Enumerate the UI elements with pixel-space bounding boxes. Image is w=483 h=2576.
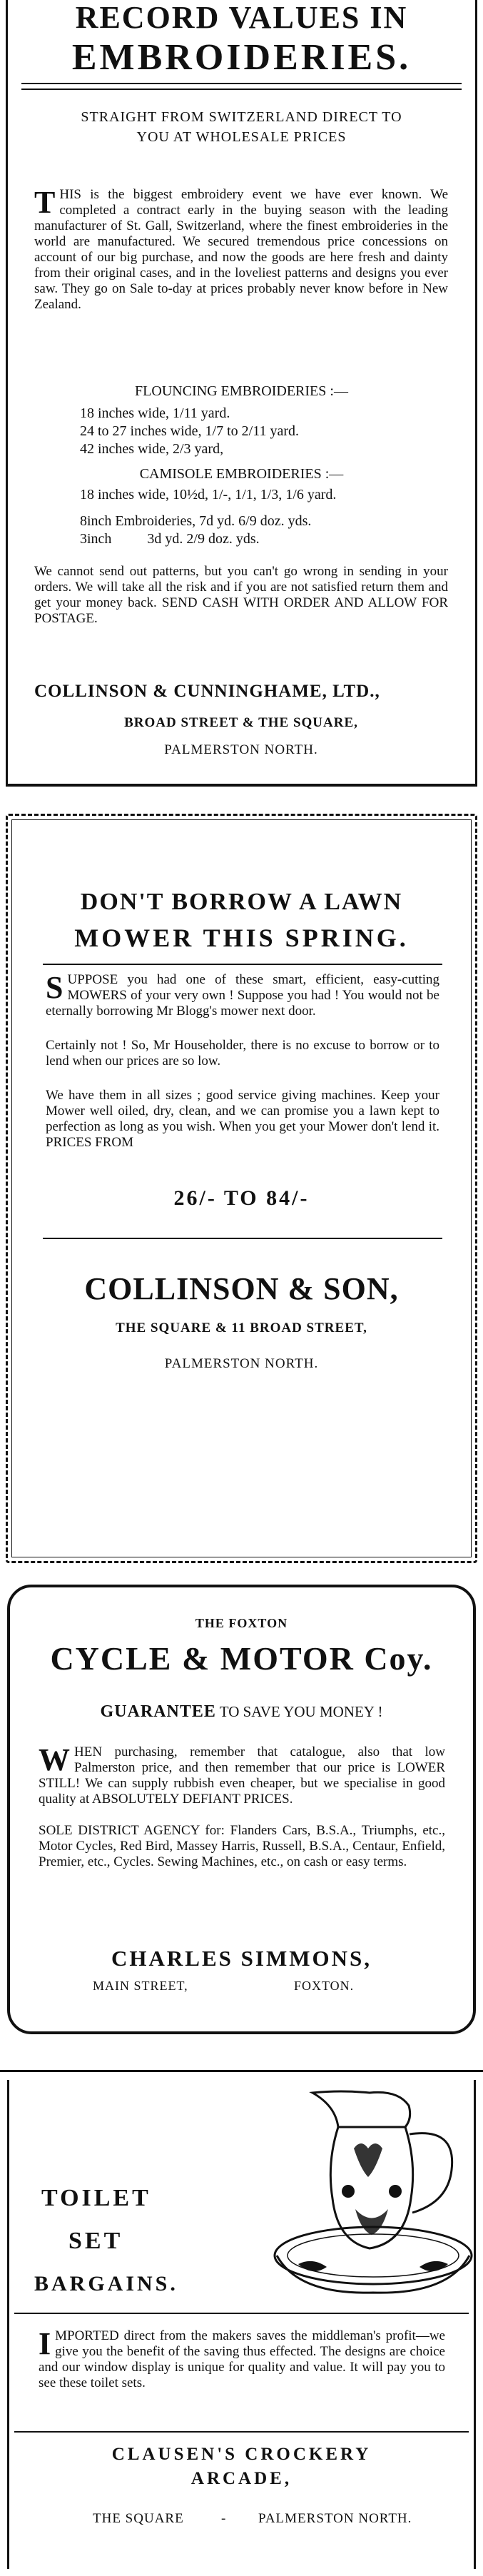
ad-toilet-sets <box>0 2070 483 2576</box>
ad4-divider-top <box>14 2313 469 2314</box>
paragraph-text: MPORTED direct from the makers saves the middleman's profit—we give you the benefit of the saving thus effected. The designs are choice and our window display is unique for quality and value. It will pay you to see these toilet sets. <box>39 2328 445 2390</box>
ad4-addr-dash: - <box>221 2511 227 2526</box>
ad-foxton-cycle <box>0 1585 483 2049</box>
ad4-title3: BARGAINS. <box>34 2272 178 2295</box>
flouncing-item: 24 to 27 inches wide, 1/7 to 2/11 yard. <box>80 423 299 439</box>
paragraph-text: UPPOSE you had one of these smart, efficient, easy-cutting MOWERS of your very own ! Suppose you had ! You would not be eternally borrowing Mr Blogg's mower next door. <box>46 972 439 1019</box>
paragraph-text: HEN purchasing, remember that catalogue, also that low Palmerston price, and then remember that our price is LOWER STILL! We can supply rubbish even cheaper, but we specialise in good quality at ABSOLUTELY DEFIANT PRICES. <box>39 1744 445 1807</box>
camisole-heading: CAMISOLE EMBROIDERIES :— <box>139 466 344 482</box>
flouncing-heading: FLOUNCING EMBROIDERIES :— <box>135 383 348 399</box>
ad3-kicker: THE FOXTON <box>195 1616 288 1630</box>
ad1-title-line2: EMBROIDERIES. <box>71 37 412 78</box>
ad4-firm2: ARCADE, <box>190 2469 293 2488</box>
ad3-title: CYCLE & MOTOR Coy. <box>50 1640 433 1677</box>
ad2-address2: PALMERSTON NORTH. <box>164 1356 319 1371</box>
ad2-para2: Certainly not ! So, Mr Householder, there is no excuse to borrow or to lend when our prices are so low. <box>46 1038 439 1069</box>
ad2-address1: THE SQUARE & 11 BROAD STREET, <box>116 1320 367 1335</box>
ad3-para2: SOLE DISTRICT AGENCY for: Flanders Cars, B.S.A., Triumphs, etc., Motor Cycles, Red Bird, Massey Harris, Russell, B.S.A., Centaur, Enfield, Premier, etc., Cycles. Sewing Machines, etc., on cash or easy terms. <box>39 1823 445 1869</box>
ad2-divider <box>43 1238 442 1239</box>
ad2-title-line2: MOWER THIS SPRING. <box>74 924 409 952</box>
flouncing-item: 18 inches wide, 1/11 yard. <box>80 405 230 421</box>
ad-lawn-mower <box>0 814 483 1567</box>
title-rule <box>21 83 462 90</box>
dropcap: W <box>39 1742 70 1777</box>
flouncing-item: 42 inches wide, 2/3 yard, <box>80 441 224 457</box>
ad4-divider-bottom <box>14 2431 469 2433</box>
dropcap: S <box>46 970 63 1005</box>
ad3-para1 <box>39 1744 445 1807</box>
ad4-title1: TOILET <box>41 2185 151 2211</box>
ad1-firm: COLLINSON & CUNNINGHAME, LTD., <box>34 682 380 701</box>
ad3-street: MAIN STREET, <box>93 1979 188 1993</box>
ad1-title-line1: RECORD VALUES IN <box>75 0 408 35</box>
ad3-firm: CHARLES SIMMONS, <box>111 1946 372 1971</box>
ad4-paragraph <box>39 2328 445 2391</box>
ad4-title2: SET <box>68 2228 123 2254</box>
dropcap: I <box>39 2326 51 2361</box>
ad1-address2: PALMERSTON NORTH. <box>164 742 318 757</box>
guarantee-rest: TO SAVE YOU MONEY ! <box>219 1703 383 1720</box>
ad1-sub-line1: STRAIGHT FROM SWITZERLAND DIRECT TO <box>81 109 402 125</box>
ad3-guarantee <box>0 1702 483 1722</box>
ad2-para3: We have them in all sizes ; good service giving machines. Keep your Mower well oiled, dry, clean, and we can promise you a lawn kept to perfection as long as you wish. When you get your Mower don't lend it. PRICES FROM <box>46 1088 439 1150</box>
ad2-title-rule <box>43 964 442 965</box>
dropcap: T <box>34 185 56 220</box>
camisole-line: 18 inches wide, 10½d, 1/-, 1/1, 1/3, 1/6 yard. <box>80 487 337 502</box>
ad4-top-border <box>0 2070 483 2072</box>
pitcher-and-basin-illustration <box>270 2077 477 2298</box>
ad2-para1 <box>46 972 439 1019</box>
ad4-addr-right: PALMERSTON NORTH. <box>258 2511 412 2526</box>
ad2-price: 26/- TO 84/- <box>173 1186 310 1210</box>
ad1-address1: BROAD STREET & THE SQUARE, <box>124 715 358 730</box>
small-item: 3inch 3d yd. 2/9 doz. yds. <box>80 531 260 547</box>
ad1-intro-paragraph <box>34 187 448 313</box>
ad4-border-left <box>7 2080 9 2569</box>
paragraph-text: HIS is the biggest embroidery event we have ever known. We completed a contract early in the buying season with the leading manufacturer of St. Gall, Switzerland, where the finest embroideries in the world are manufactured. We secured tremendous price concessions on account of our big purchase, and now the goods are here fresh and dainty from their original cases, and in the loveliest patterns and designs you ever saw. They go on Sale to-day at prices probably never know before in New Zealand. <box>34 187 448 312</box>
ad2-firm: COLLINSON & SON, <box>84 1271 399 1306</box>
ad-embroideries <box>0 0 483 792</box>
ad2-title-line1: DON'T BORROW A LAWN <box>80 889 403 915</box>
ad1-closing-paragraph: We cannot send out patterns, but you can't go wrong in sending in your orders. We will take all the risk and if you are not satisfied return them and get your money back. SEND CASH WITH ORDER AND ALLOW FOR POSTAGE. <box>34 564 448 626</box>
ad1-bottom-border <box>6 784 477 787</box>
ad3-town: FOXTON. <box>294 1979 355 1993</box>
small-item: 8inch Embroideries, 7d yd. 6/9 doz. yds. <box>80 513 312 529</box>
ad4-addr-left: THE SQUARE <box>93 2511 184 2526</box>
ad1-sub-line2: YOU AT WHOLESALE PRICES <box>136 129 347 145</box>
ad4-firm1: CLAUSEN'S CROCKERY <box>111 2445 372 2464</box>
guarantee-word: GUARANTEE <box>100 1702 216 1721</box>
